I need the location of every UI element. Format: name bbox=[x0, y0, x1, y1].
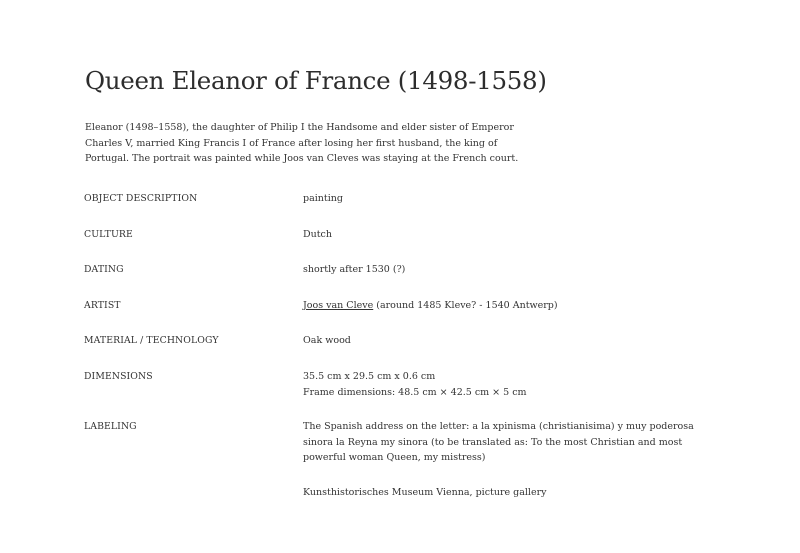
artist-link[interactable]: Joos van Cleve bbox=[303, 300, 374, 311]
detail-label: LABELING bbox=[84, 421, 137, 432]
frame-dimensions: Frame dimensions: 48.5 cm × 42.5 cm × 5 cm bbox=[303, 386, 527, 398]
collection-value: Kunsthistorisches Museum Vienna, picture gallery bbox=[303, 487, 547, 498]
page-title: Queen Eleanor of France (1498-1558) bbox=[85, 66, 547, 95]
artist-life-dates: (around 1485 Kleve? - 1540 Antwerp) bbox=[376, 300, 558, 311]
detail-value: The Spanish address on the letter: a la xpinisma (christianisima) y muy poderosa sinora la Reyna my sinora (to be translated as: To the most Christian and most powerful woman Queen, my mistress) bbox=[303, 421, 694, 463]
detail-value bbox=[303, 298, 723, 314]
detail-value: Oak wood bbox=[303, 335, 351, 346]
detail-label: ARTIST bbox=[84, 300, 121, 311]
detail-value: Dutch bbox=[303, 229, 332, 240]
detail-label: OBJECT DESCRIPTION bbox=[84, 193, 198, 204]
detail-label: MATERIAL / TECHNOLOGY bbox=[84, 335, 219, 346]
detail-value: shortly after 1530 (?) bbox=[303, 264, 406, 275]
detail-value: painting bbox=[303, 193, 343, 204]
detail-label: CULTURE bbox=[84, 229, 133, 240]
detail-value bbox=[303, 369, 723, 400]
detail-label: DIMENSIONS bbox=[84, 371, 153, 382]
object-dimensions: 35.5 cm x 29.5 cm x 0.6 cm bbox=[303, 371, 436, 382]
detail-label: DATING bbox=[84, 264, 124, 275]
artwork-description: Eleanor (1498–1558), the daughter of Philip I the Handsome and elder sister of Emperor Charles V, married King Francis I of France after losing her first husband, the king of Portugal. The portrait was painted while Joos van Cleves was staying at the French court. bbox=[85, 122, 519, 164]
